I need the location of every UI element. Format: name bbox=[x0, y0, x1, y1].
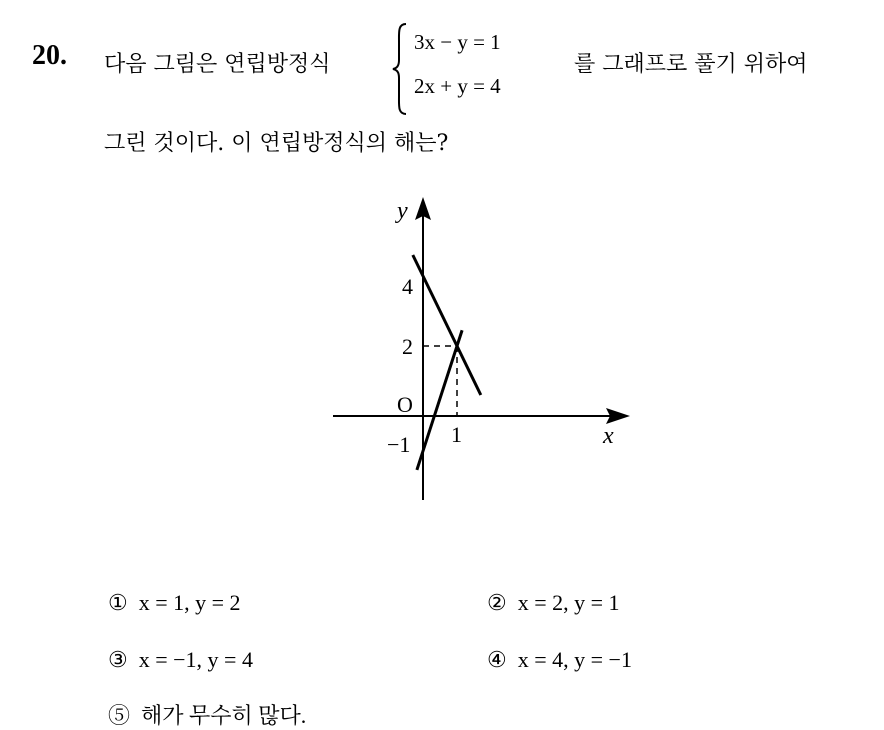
question-text-line2: 그린 것이다. 이 연립방정식의 해는? bbox=[104, 131, 449, 156]
question-text-start: 다음 그림은 연립방정식 bbox=[104, 52, 331, 77]
choice-5-mark: ⑤ bbox=[108, 703, 131, 728]
tick-label-y4: 4 bbox=[402, 274, 413, 299]
question-number: 20. bbox=[32, 40, 67, 71]
choice-1[interactable] bbox=[108, 590, 241, 616]
choice-3-mark: ③ bbox=[108, 647, 128, 672]
choice-4-mark: ④ bbox=[487, 647, 507, 672]
y-axis-label: y bbox=[397, 198, 408, 224]
tick-label-y2: 2 bbox=[402, 334, 413, 359]
choice-3[interactable] bbox=[108, 647, 253, 673]
system-equation-1: 3x − y = 1 bbox=[414, 30, 501, 54]
choice-3-text: x = −1, y = 4 bbox=[138, 647, 253, 672]
tick-label-x1: 1 bbox=[451, 422, 462, 447]
question-text-end: 를 그래프로 풀기 위하여 bbox=[574, 52, 808, 77]
choice-4[interactable] bbox=[487, 647, 632, 673]
system-equation-2: 2x + y = 4 bbox=[414, 74, 501, 98]
origin-label: O bbox=[397, 392, 413, 417]
choice-1-text: x = 1, y = 2 bbox=[138, 590, 241, 615]
choice-4-text: x = 4, y = −1 bbox=[517, 647, 632, 672]
choice-5-text: 해가 무수히 많다. bbox=[141, 703, 307, 728]
choice-5[interactable] bbox=[108, 699, 306, 730]
choice-1-mark: ① bbox=[108, 590, 128, 615]
tick-label-y-neg1: −1 bbox=[387, 432, 411, 457]
choice-2[interactable] bbox=[487, 590, 620, 616]
choice-2-text: x = 2, y = 1 bbox=[517, 590, 620, 615]
choice-2-mark: ② bbox=[487, 590, 507, 615]
x-axis-label: x bbox=[603, 423, 614, 449]
